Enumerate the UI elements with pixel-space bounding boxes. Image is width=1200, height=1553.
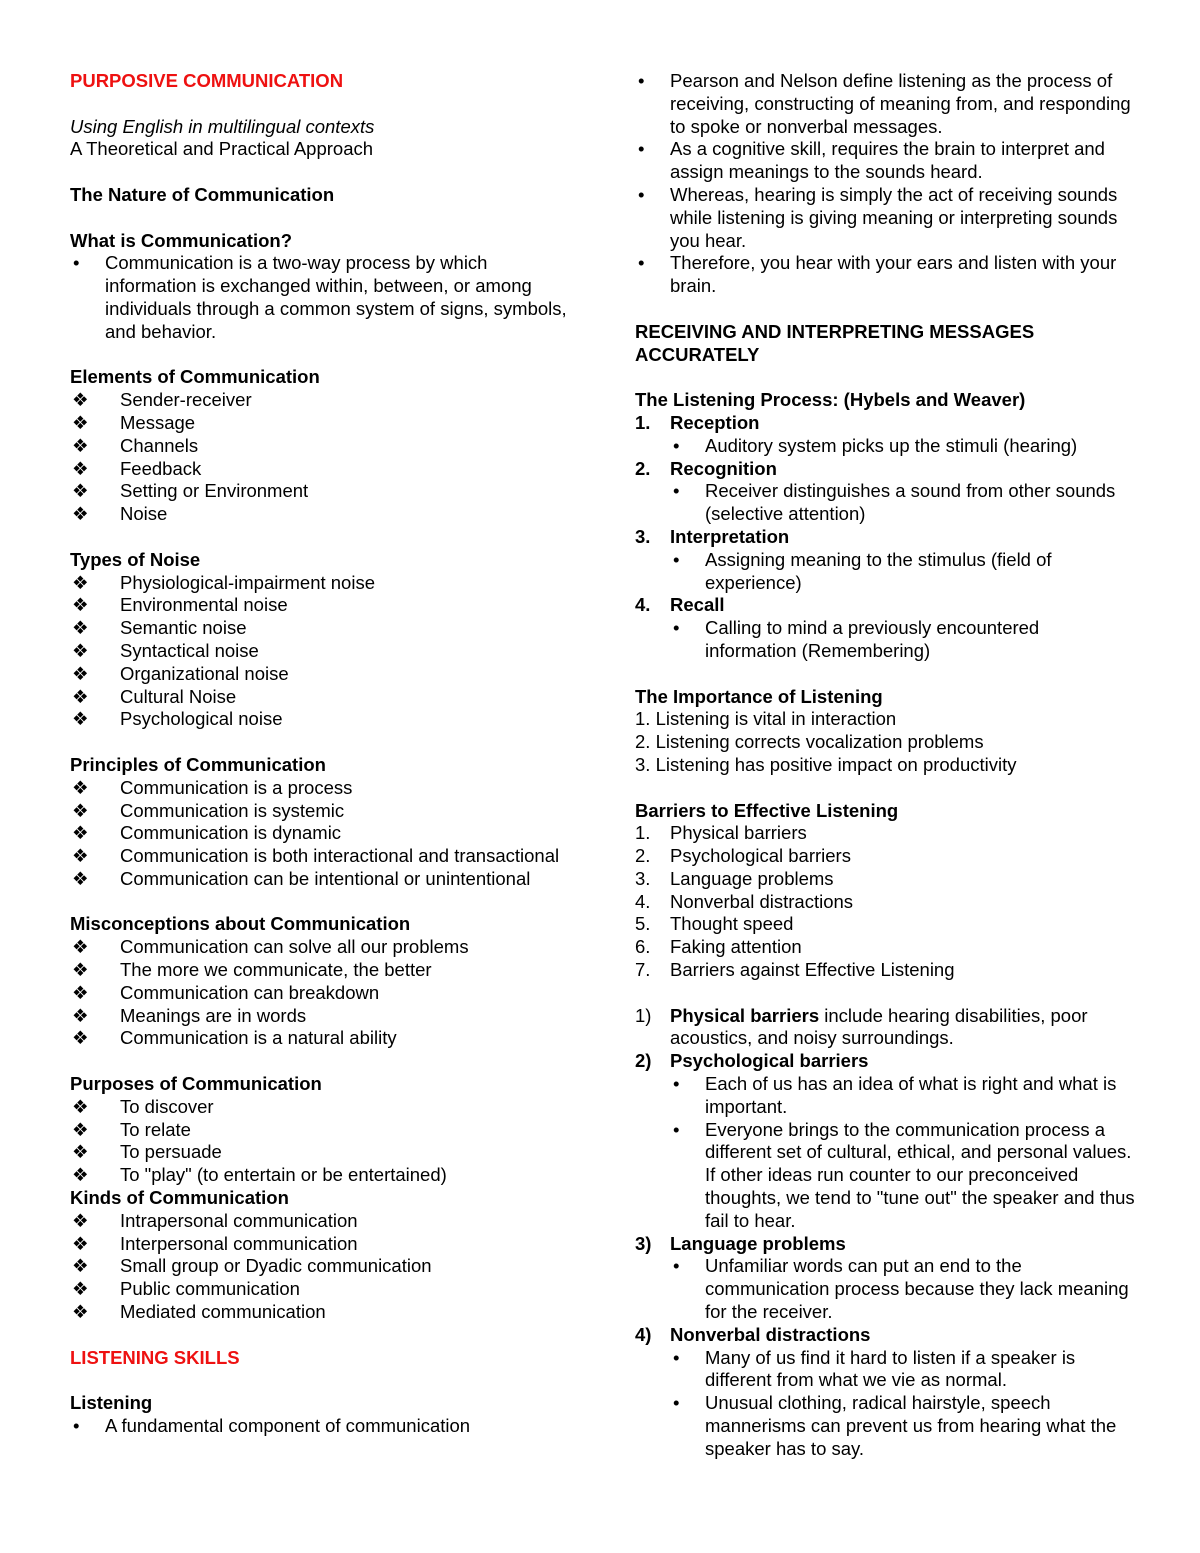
step-title: Interpretation — [670, 525, 790, 547]
process-heading: The Listening Process: (Hybels and Weaver) — [635, 389, 1026, 411]
step-detail-text: Receiver distinguishes a sound from other sounds (selective attention) — [705, 480, 1116, 525]
detail-title: Psychological barriers — [670, 1050, 869, 1072]
list-item — [70, 435, 570, 458]
list-item-text: Organizational noise — [120, 662, 289, 684]
diamond-bullet-icon: ❖ — [72, 867, 89, 889]
importance-heading: The Importance of Listening — [635, 685, 883, 707]
step-number: 3. — [635, 525, 651, 547]
list-item-text: To relate — [120, 1118, 191, 1140]
barrier-detail-3 — [635, 1233, 1135, 1256]
list-item-text: Communication can breakdown — [120, 981, 380, 1003]
subtitle-italic: Using English in multilingual contexts — [70, 115, 375, 137]
list-item — [70, 1255, 570, 1278]
elements-list — [70, 389, 570, 526]
bullet-icon: • — [638, 252, 645, 274]
list-item-text: Cultural Noise — [120, 685, 237, 707]
barrier-detail-1 — [635, 1005, 1135, 1051]
barrier-number: 5. — [635, 913, 651, 935]
step-number: 2. — [635, 457, 651, 479]
list-item-text: Semantic noise — [120, 617, 247, 639]
diamond-bullet-icon: ❖ — [72, 1095, 89, 1117]
list-item-text: The more we communicate, the better — [120, 959, 432, 981]
list-item — [635, 138, 1135, 184]
misconceptions-heading: Misconceptions about Communication — [70, 913, 411, 935]
bullet-icon: • — [673, 434, 680, 456]
list-item-text: Communication can solve all our problems — [120, 936, 469, 958]
list-item — [70, 640, 570, 663]
kinds-heading: Kinds of Communication — [70, 1187, 289, 1209]
diamond-bullet-icon: ❖ — [72, 776, 89, 798]
list-item-text: Message — [120, 411, 196, 433]
diamond-bullet-icon: ❖ — [72, 1027, 89, 1049]
step-title: Recognition — [670, 457, 777, 479]
list-item-text: Setting or Environment — [120, 480, 309, 502]
detail-text — [670, 1005, 1135, 1051]
what-heading: What is Communication? — [70, 229, 292, 251]
bullet-icon: • — [673, 548, 680, 570]
barrier-number: 2. — [635, 845, 651, 867]
purposes-list — [70, 1096, 570, 1187]
list-item-text: Environmental noise — [120, 594, 288, 616]
step-detail — [635, 549, 1135, 595]
list-item-text: Mediated communication — [120, 1301, 326, 1323]
list-item — [70, 686, 570, 709]
list-item — [70, 1141, 570, 1164]
listening-definition-list — [635, 70, 1135, 298]
barrier-number: 4. — [635, 890, 651, 912]
diamond-bullet-icon: ❖ — [72, 594, 89, 616]
list-item — [70, 845, 570, 868]
step-detail — [635, 617, 1135, 663]
diamond-bullet-icon: ❖ — [72, 571, 89, 593]
list-item-text: Pearson and Nelson define listening as the process of receiving, constructing of meaning from, and responding to spoke or nonverbal messages. — [670, 70, 1131, 137]
list-item-text: Psychological noise — [120, 708, 283, 730]
list-item-text: Communication is both interactional and transactional — [120, 845, 560, 867]
barrier-text: Physical barriers — [670, 822, 807, 844]
listening-bullet-text: A fundamental component of communication — [105, 1415, 471, 1437]
list-item — [70, 1005, 570, 1028]
list-item-text: To "play" (to entertain or be entertained) — [120, 1164, 447, 1186]
list-item-text: Meanings are in words — [120, 1004, 307, 1026]
list-item — [70, 1278, 570, 1301]
process-step — [635, 594, 1135, 617]
step-detail-text: Assigning meaning to the stimulus (field of experience) — [705, 548, 1052, 593]
detail-number: 1) — [635, 1004, 652, 1026]
step-detail-text: Auditory system picks up the stimuli (hearing) — [705, 434, 1078, 456]
list-item — [635, 252, 1135, 298]
list-item — [70, 708, 570, 731]
list-item — [70, 389, 570, 412]
step-detail — [635, 435, 1135, 458]
sub-list-item-text: Everyone brings to the communication process a different set of cultural, ethical, and personal values. If other ideas run counter to our preconceived thoughts, we tend to "tune out" the speaker and thus fail to hear. — [705, 1118, 1135, 1231]
bullet-icon: • — [673, 1255, 680, 1277]
step-detail — [635, 480, 1135, 526]
barrier-item — [635, 891, 1135, 914]
diamond-bullet-icon: ❖ — [72, 639, 89, 661]
barrier-text: Faking attention — [670, 936, 802, 958]
sub-list-item-text: Unusual clothing, radical hairstyle, speech mannerisms can prevent us from hearing what the speaker has to say. — [705, 1392, 1117, 1459]
receiving-heading: RECEIVING AND INTERPRETING MESSAGES ACCURATELY — [635, 320, 1035, 365]
principles-heading: Principles of Communication — [70, 753, 326, 775]
sub-list-item — [635, 1347, 1135, 1393]
importance-item: 3. Listening has positive impact on productivity — [635, 753, 1017, 775]
what-bullet-text: Communication is a two-way process by which information is exchanged within, between, or among individuals through a common system of signs, symbols, and behavior. — [105, 252, 567, 342]
sub-list-item — [635, 1073, 1135, 1119]
list-item — [70, 936, 570, 959]
detail-number: 3) — [635, 1232, 652, 1254]
list-item — [70, 1119, 570, 1142]
sub-list-item — [635, 1119, 1135, 1233]
diamond-bullet-icon: ❖ — [72, 434, 89, 456]
barrier-detail-4 — [635, 1324, 1135, 1347]
step-number: 1. — [635, 411, 651, 433]
elements-heading: Elements of Communication — [70, 366, 320, 388]
sub-list-item-text: Unfamiliar words can put an end to the communication process because they lack meaning for the receiver. — [705, 1255, 1129, 1323]
step-number: 4. — [635, 594, 651, 616]
list-item — [635, 70, 1135, 138]
right-column — [635, 70, 1135, 1461]
step-title: Recall — [670, 594, 725, 616]
barriers-heading: Barriers to Effective Listening — [635, 799, 899, 821]
list-item — [70, 959, 570, 982]
barrier-item — [635, 868, 1135, 891]
principles-list — [70, 777, 570, 891]
detail-2-bullets — [635, 1073, 1135, 1233]
diamond-bullet-icon: ❖ — [72, 1141, 89, 1163]
list-item-text: Physiological-impairment noise — [120, 571, 375, 593]
bullet-icon: • — [673, 1073, 680, 1095]
barrier-item — [635, 822, 1135, 845]
diamond-bullet-icon: ❖ — [72, 1004, 89, 1026]
diamond-bullet-icon: ❖ — [72, 480, 89, 502]
diamond-bullet-icon: ❖ — [72, 1118, 89, 1140]
list-item-text: Feedback — [120, 457, 202, 479]
detail-title: Physical barriers — [670, 1004, 820, 1026]
diamond-bullet-icon: ❖ — [72, 959, 89, 981]
barrier-number: 1. — [635, 822, 651, 844]
barrier-text: Nonverbal distractions — [670, 890, 854, 912]
list-item-text: Therefore, you hear with your ears and listen with your brain. — [670, 252, 1117, 297]
diamond-bullet-icon: ❖ — [72, 503, 89, 525]
detail-3-bullets — [635, 1255, 1135, 1323]
importance-item: 2. Listening corrects vocalization problems — [635, 731, 984, 753]
left-column — [70, 70, 570, 1438]
bullet-icon: • — [638, 138, 645, 160]
detail-title: Language problems — [670, 1232, 846, 1254]
sub-list-item-text: Many of us find it hard to listen if a speaker is different from what we vie as normal. — [705, 1346, 1076, 1391]
diamond-bullet-icon: ❖ — [72, 981, 89, 1003]
sub-list-item-text: Each of us has an idea of what is right and what is important. — [705, 1073, 1117, 1117]
diamond-bullet-icon: ❖ — [72, 1164, 89, 1186]
list-item-text: Interpersonal communication — [120, 1232, 358, 1254]
barrier-item — [635, 913, 1135, 936]
detail-number: 4) — [635, 1323, 652, 1345]
list-item — [70, 480, 570, 503]
list-item-text: Noise — [120, 503, 168, 525]
noise-heading: Types of Noise — [70, 548, 201, 570]
sub-list-item — [635, 1255, 1135, 1323]
list-item — [70, 1415, 570, 1438]
bullet-icon: • — [673, 1118, 680, 1140]
diamond-bullet-icon: ❖ — [72, 389, 89, 411]
diamond-bullet-icon: ❖ — [72, 662, 89, 684]
diamond-bullet-icon: ❖ — [72, 1209, 89, 1231]
list-item — [70, 1301, 570, 1324]
sub-list-item — [635, 1392, 1135, 1460]
barrier-text: Psychological barriers — [670, 845, 851, 867]
barrier-item — [635, 959, 1135, 982]
list-item-text: To persuade — [120, 1141, 222, 1163]
diamond-bullet-icon: ❖ — [72, 708, 89, 730]
diamond-bullet-icon: ❖ — [72, 845, 89, 867]
purposes-heading: Purposes of Communication — [70, 1073, 322, 1095]
diamond-bullet-icon: ❖ — [72, 457, 89, 479]
barrier-text: Barriers against Effective Listening — [670, 959, 955, 981]
bullet-icon: • — [73, 252, 80, 274]
list-item — [70, 1027, 570, 1050]
bullet-icon: • — [673, 1346, 680, 1368]
list-item-text: Channels — [120, 434, 199, 456]
list-item — [70, 1210, 570, 1233]
bullet-icon: • — [638, 183, 645, 205]
list-item — [70, 777, 570, 800]
barrier-item — [635, 936, 1135, 959]
list-item — [70, 982, 570, 1005]
list-item-text: Communication is a process — [120, 776, 353, 798]
bullet-icon: • — [673, 1392, 680, 1414]
diamond-bullet-icon: ❖ — [72, 799, 89, 821]
list-item — [70, 800, 570, 823]
list-item — [70, 1233, 570, 1256]
barrier-item — [635, 845, 1135, 868]
detail-4-bullets — [635, 1347, 1135, 1461]
diamond-bullet-icon: ❖ — [72, 822, 89, 844]
importance-item: 1. Listening is vital in interaction — [635, 708, 897, 730]
diamond-bullet-icon: ❖ — [72, 1278, 89, 1300]
subtitle: A Theoretical and Practical Approach — [70, 138, 374, 160]
barrier-text: Language problems — [670, 867, 834, 889]
detail-rest: include hearing disabilities, poor acoustics, and noisy surroundings. — [670, 1004, 1088, 1049]
list-item-text: Communication is dynamic — [120, 822, 342, 844]
barrier-number: 7. — [635, 959, 651, 981]
list-item — [70, 617, 570, 640]
diamond-bullet-icon: ❖ — [72, 1301, 89, 1323]
barrier-detail-2 — [635, 1050, 1135, 1073]
noise-list — [70, 572, 570, 732]
list-item-text: As a cognitive skill, requires the brain to interpret and assign meanings to the sounds heard. — [670, 138, 1105, 183]
process-step — [635, 458, 1135, 481]
list-item-text: Sender-receiver — [120, 389, 252, 411]
list-item — [70, 412, 570, 435]
diamond-bullet-icon: ❖ — [72, 936, 89, 958]
detail-title: Nonverbal distractions — [670, 1323, 871, 1345]
list-item — [70, 868, 570, 891]
diamond-bullet-icon: ❖ — [72, 685, 89, 707]
bullet-icon: • — [673, 480, 680, 502]
list-item — [70, 822, 570, 845]
barrier-number: 6. — [635, 936, 651, 958]
diamond-bullet-icon: ❖ — [72, 411, 89, 433]
importance-list — [635, 708, 1135, 776]
list-item — [70, 252, 570, 343]
listening-skills-heading: LISTENING SKILLS — [70, 1346, 240, 1368]
bullet-icon: • — [673, 617, 680, 639]
process-step — [635, 412, 1135, 435]
step-title: Reception — [670, 411, 760, 433]
list-item — [70, 572, 570, 595]
list-item-text: Communication is systemic — [120, 799, 345, 821]
diamond-bullet-icon: ❖ — [72, 617, 89, 639]
list-item-text: To discover — [120, 1095, 214, 1117]
bullet-icon: • — [73, 1415, 80, 1437]
barrier-number: 3. — [635, 867, 651, 889]
bullet-icon: • — [638, 70, 645, 91]
diamond-bullet-icon: ❖ — [72, 1255, 89, 1277]
step-detail-text: Calling to mind a previously encountered information (Remembering) — [705, 617, 1040, 661]
list-item-text: Small group or Dyadic communication — [120, 1255, 432, 1277]
list-item-text: Syntactical noise — [120, 639, 259, 661]
list-item-text: Communication is a natural ability — [120, 1027, 397, 1049]
listening-heading: Listening — [70, 1392, 153, 1414]
list-item-text: Whereas, hearing is simply the act of receiving sounds while listening is giving meaning or interpreting sounds you hear. — [670, 183, 1118, 251]
detail-number: 2) — [635, 1050, 652, 1072]
barrier-text: Thought speed — [670, 913, 794, 935]
list-item — [70, 663, 570, 686]
process-steps-list — [635, 412, 1135, 663]
list-item — [70, 458, 570, 481]
list-item — [635, 184, 1135, 252]
process-step — [635, 526, 1135, 549]
kinds-list — [70, 1210, 570, 1324]
list-item-text: Public communication — [120, 1278, 300, 1300]
diamond-bullet-icon: ❖ — [72, 1232, 89, 1254]
nature-heading: The Nature of Communication — [70, 183, 335, 205]
page-title: PURPOSIVE COMMUNICATION — [70, 70, 344, 91]
list-item — [70, 1096, 570, 1119]
misconceptions-list — [70, 936, 570, 1050]
list-item-text: Communication can be intentional or unintentional — [120, 867, 531, 889]
list-item — [70, 1164, 570, 1187]
list-item-text: Intrapersonal communication — [120, 1209, 358, 1231]
list-item — [70, 503, 570, 526]
list-item — [70, 594, 570, 617]
barriers-list — [635, 822, 1135, 982]
